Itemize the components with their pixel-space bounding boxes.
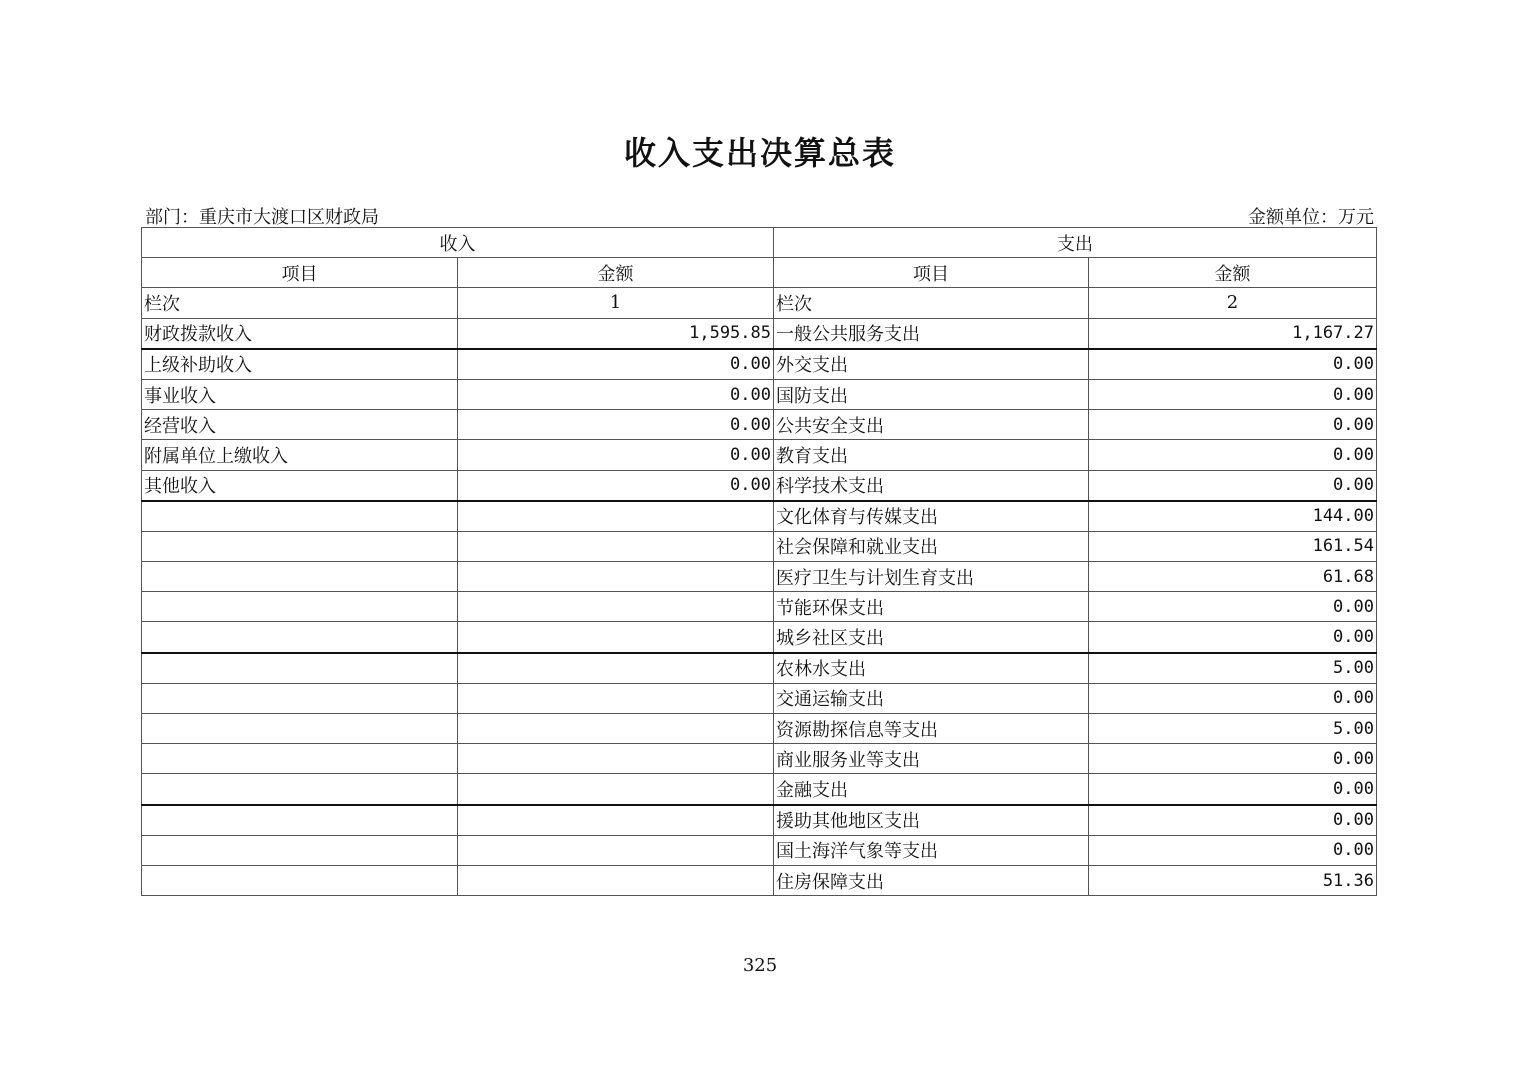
expense-item-cell: 资源勘探信息等支出 [774, 714, 1089, 744]
expense-item-cell: 金融支出 [774, 774, 1089, 805]
table-row [142, 470, 1377, 501]
income-expense-table [141, 227, 1377, 896]
income-item-cell: 经营收入 [142, 410, 458, 440]
income-amount-cell [458, 531, 774, 561]
expense-item-cell: 外交支出 [774, 349, 1089, 380]
department-label: 部门：重庆市大渡口区财政局 [145, 207, 379, 228]
table-row [142, 592, 1377, 622]
table-row [142, 318, 1377, 349]
income-amount-cell: 0.00 [458, 379, 774, 409]
table-row [142, 622, 1377, 653]
income-amount-cell: 0.00 [458, 470, 774, 501]
column-number-row [142, 288, 1377, 318]
expense-item-cell: 国土海洋气象等支出 [774, 835, 1089, 865]
income-item-cell [142, 805, 458, 836]
income-item-cell [142, 683, 458, 713]
expense-amount-cell: 5.00 [1089, 714, 1377, 744]
income-amount-cell [458, 714, 774, 744]
column-header-row [142, 258, 1377, 288]
expense-item-cell: 文化体育与传媒支出 [774, 501, 1089, 532]
table-row [142, 865, 1377, 895]
income-item-cell: 财政拨款收入 [142, 318, 458, 349]
expense-item-cell: 援助其他地区支出 [774, 805, 1089, 836]
income-amount-cell [458, 653, 774, 684]
income-item-cell [142, 531, 458, 561]
income-item-cell: 上级补助收入 [142, 349, 458, 380]
expense-amount-header: 金额 [1089, 258, 1377, 288]
expense-amount-cell: 0.00 [1089, 835, 1377, 865]
income-item-cell: 其他收入 [142, 470, 458, 501]
expense-item-cell: 教育支出 [774, 440, 1089, 470]
expense-item-cell: 一般公共服务支出 [774, 318, 1089, 349]
expense-amount-cell: 1,167.27 [1089, 318, 1377, 349]
income-amount-cell [458, 622, 774, 653]
expense-row-label: 栏次 [774, 288, 1089, 318]
table-row [142, 805, 1377, 836]
expense-amount-cell: 0.00 [1089, 683, 1377, 713]
income-amount-cell [458, 683, 774, 713]
expense-amount-cell: 0.00 [1089, 379, 1377, 409]
income-amount-cell [458, 592, 774, 622]
table-row [142, 379, 1377, 409]
income-amount-cell: 0.00 [458, 410, 774, 440]
expense-amount-cell: 51.36 [1089, 865, 1377, 895]
expense-item-cell: 节能环保支出 [774, 592, 1089, 622]
expense-amount-cell: 0.00 [1089, 744, 1377, 774]
income-item-cell [142, 592, 458, 622]
section-header-row [142, 228, 1377, 258]
expense-item-cell: 住房保障支出 [774, 865, 1089, 895]
income-item-cell [142, 774, 458, 805]
expense-amount-cell: 0.00 [1089, 349, 1377, 380]
income-amount-cell [458, 501, 774, 532]
expense-item-cell: 城乡社区支出 [774, 622, 1089, 653]
income-item-cell [142, 653, 458, 684]
income-amount-header: 金额 [458, 258, 774, 288]
table-row [142, 531, 1377, 561]
income-item-cell: 事业收入 [142, 379, 458, 409]
income-item-cell [142, 714, 458, 744]
table-row [142, 562, 1377, 592]
expense-item-cell: 农林水支出 [774, 653, 1089, 684]
income-item-cell [142, 622, 458, 653]
expense-item-cell: 国防支出 [774, 379, 1089, 409]
table-row [142, 835, 1377, 865]
income-column-number: 1 [458, 288, 774, 318]
table-row [142, 714, 1377, 744]
table-row [142, 683, 1377, 713]
income-amount-cell [458, 562, 774, 592]
income-amount-cell [458, 835, 774, 865]
expense-amount-cell: 0.00 [1089, 410, 1377, 440]
expense-item-header: 项目 [774, 258, 1089, 288]
expense-item-cell: 公共安全支出 [774, 410, 1089, 440]
expense-amount-cell: 61.68 [1089, 562, 1377, 592]
income-item-cell [142, 835, 458, 865]
expense-item-cell: 交通运输支出 [774, 683, 1089, 713]
income-amount-cell: 1,595.85 [458, 318, 774, 349]
table-row [142, 410, 1377, 440]
income-amount-cell [458, 774, 774, 805]
expense-amount-cell: 161.54 [1089, 531, 1377, 561]
expense-item-cell: 商业服务业等支出 [774, 744, 1089, 774]
expense-item-cell: 社会保障和就业支出 [774, 531, 1089, 561]
table-row [142, 349, 1377, 380]
income-item-cell: 附属单位上缴收入 [142, 440, 458, 470]
income-amount-cell [458, 744, 774, 774]
income-amount-cell [458, 865, 774, 895]
income-row-label: 栏次 [142, 288, 458, 318]
income-item-header: 项目 [142, 258, 458, 288]
page-number: 325 [742, 955, 778, 976]
income-item-cell [142, 501, 458, 532]
income-item-cell [142, 744, 458, 774]
income-item-cell [142, 562, 458, 592]
unit-label: 金额单位：万元 [1248, 207, 1374, 228]
table-row [142, 501, 1377, 532]
expense-amount-cell: 5.00 [1089, 653, 1377, 684]
expense-item-cell: 医疗卫生与计划生育支出 [774, 562, 1089, 592]
income-header: 收入 [142, 228, 774, 258]
table-row [142, 653, 1377, 684]
table-row [142, 744, 1377, 774]
expense-amount-cell: 0.00 [1089, 774, 1377, 805]
income-amount-cell: 0.00 [458, 440, 774, 470]
expense-header: 支出 [774, 228, 1377, 258]
expense-amount-cell: 0.00 [1089, 470, 1377, 501]
expense-amount-cell: 0.00 [1089, 440, 1377, 470]
table-row [142, 774, 1377, 805]
expense-amount-cell: 144.00 [1089, 501, 1377, 532]
income-item-cell [142, 865, 458, 895]
income-amount-cell [458, 805, 774, 836]
table-row [142, 440, 1377, 470]
expense-amount-cell: 0.00 [1089, 622, 1377, 653]
expense-amount-cell: 0.00 [1089, 592, 1377, 622]
income-amount-cell: 0.00 [458, 349, 774, 380]
expense-item-cell: 科学技术支出 [774, 470, 1089, 501]
expense-amount-cell: 0.00 [1089, 805, 1377, 836]
page-title: 收入支出决算总表 [623, 134, 896, 172]
expense-column-number: 2 [1089, 288, 1377, 318]
